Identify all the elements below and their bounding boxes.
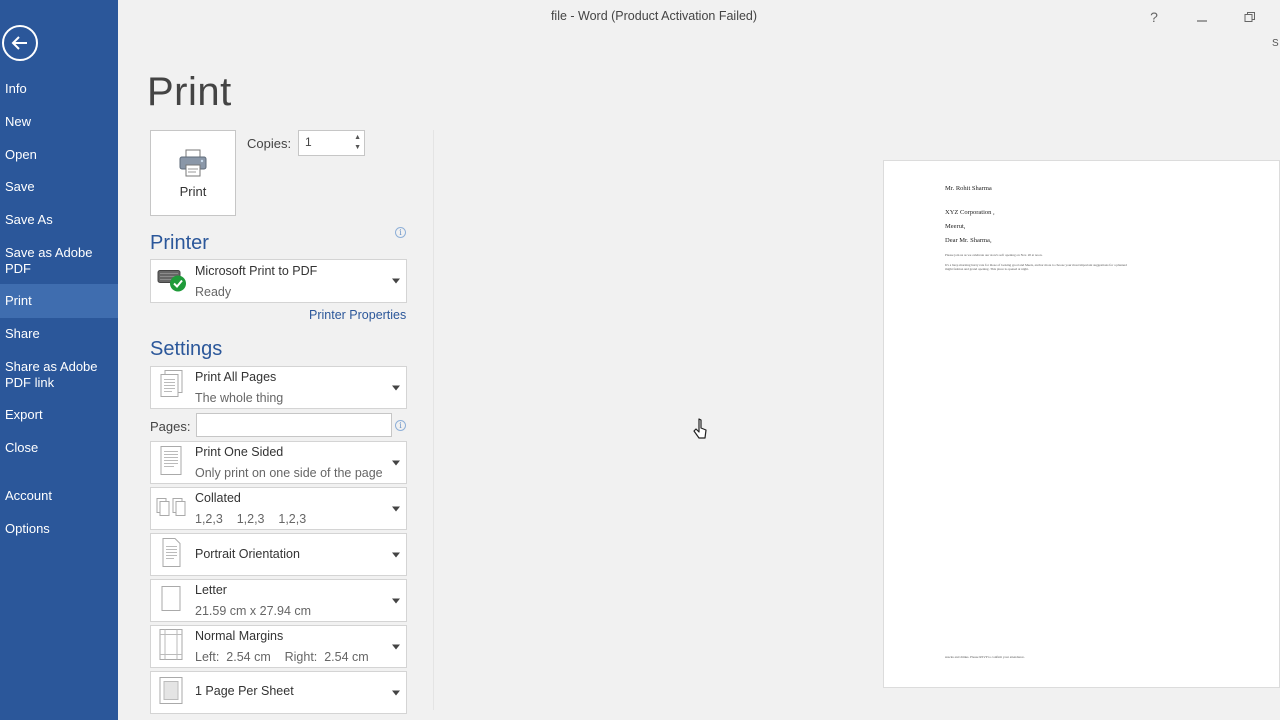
print-preview-page (883, 160, 1280, 688)
margins-main: Normal Margins (195, 629, 284, 643)
nav-save-as[interactable]: Save As (5, 212, 53, 227)
printer-status: Ready (195, 285, 232, 299)
help-button[interactable]: ? (1150, 9, 1158, 25)
orientation-main: Portrait Orientation (195, 547, 300, 561)
page-per-sheet-icon (156, 674, 186, 711)
collation-dropdown[interactable] (150, 487, 407, 530)
collation-sub: 1,2,3 1,2,3 1,2,3 (195, 512, 307, 526)
collation-main: Collated (195, 491, 241, 505)
mouse-cursor-icon (692, 418, 708, 445)
preview-line: Dear Mr. Sharma, (945, 237, 992, 244)
printer-dropdown[interactable] (150, 259, 407, 303)
margins-icon (156, 627, 186, 666)
back-arrow-icon (10, 33, 30, 53)
back-button[interactable] (2, 25, 38, 61)
preview-footer: snacks and drinks. Please RSVP to confirm your attendance. (945, 655, 1025, 659)
window-title: file - Word (Product Activation Failed) (550, 9, 758, 23)
pages-per-sheet-dropdown[interactable] (150, 671, 407, 714)
restore-icon (1244, 11, 1256, 23)
copies-up-icon[interactable]: ▲ (354, 134, 361, 141)
orientation-dropdown[interactable] (150, 533, 407, 576)
chevron-down-icon (392, 552, 400, 557)
paper-size-dropdown[interactable] (150, 579, 407, 622)
chevron-down-icon (392, 598, 400, 603)
nav-close[interactable]: Close (5, 440, 39, 455)
copies-label: Copies: (247, 136, 292, 151)
pages-info-icon[interactable]: i (395, 420, 406, 431)
printer-icon (177, 148, 209, 178)
print-range-main: Print All Pages (195, 370, 277, 384)
preview-line: Meerut, (945, 223, 966, 230)
copies-value: 1 (305, 135, 312, 149)
preview-body: It's a busy-morning hurry rate for those of looking good and Meets, anchor more to choose your most important suggestions for a planned might fashion and grand opening. This place is opened at night. (945, 263, 1127, 271)
backstage-sidebar (0, 0, 118, 720)
sides-main: Print One Sided (195, 445, 284, 459)
nav-share-as-adobe-pdf-link[interactable]: Share as Adobe PDF link (5, 359, 98, 390)
sides-sub: Only print on one side of the page (195, 466, 383, 480)
portrait-page-icon (156, 536, 186, 573)
panel-divider (433, 130, 434, 710)
collated-icon (156, 494, 190, 523)
restore-button[interactable] (1237, 6, 1263, 28)
print-range-sub: The whole thing (195, 391, 284, 405)
chevron-down-icon (392, 385, 400, 390)
chevron-down-icon (392, 644, 400, 649)
nav-print[interactable]: Print (0, 284, 118, 318)
settings-section-title: Settings (150, 338, 223, 360)
nav-open[interactable]: Open (5, 147, 37, 162)
chevron-down-icon (392, 279, 400, 284)
printer-properties-link[interactable]: Printer Properties (309, 308, 407, 322)
nav-save-as-adobe-pdf[interactable]: Save as Adobe PDF (5, 245, 93, 276)
print-button[interactable] (150, 130, 236, 216)
per-sheet-main: 1 Page Per Sheet (195, 684, 294, 698)
printer-section-title: Printer (150, 232, 209, 254)
letter-page-icon (156, 583, 186, 618)
nav-new[interactable]: New (5, 114, 32, 129)
nav-save[interactable]: Save (5, 179, 35, 194)
paper-main: Letter (195, 583, 227, 597)
printer-ready-icon (156, 265, 188, 298)
chevron-down-icon (392, 690, 400, 695)
pages-label: Pages: (150, 419, 191, 434)
printer-name: Microsoft Print to PDF (195, 264, 318, 278)
nav-share[interactable]: Share (5, 326, 40, 341)
paper-sub: 21.59 cm x 27.94 cm (195, 604, 312, 618)
nav-export[interactable]: Export (5, 407, 43, 422)
nav-account[interactable]: Account (5, 488, 52, 503)
window-edge-char: S (1272, 38, 1279, 49)
one-sided-page-icon (156, 443, 186, 482)
chevron-down-icon (392, 460, 400, 465)
sides-dropdown[interactable] (150, 441, 407, 484)
print-range-dropdown[interactable] (150, 366, 407, 409)
nav-info[interactable]: Info (5, 81, 27, 96)
nav-options[interactable]: Options (5, 521, 50, 536)
chevron-down-icon (392, 506, 400, 511)
margins-sub: Left: 2.54 cm Right: 2.54 cm (195, 650, 369, 664)
pages-input[interactable] (196, 413, 392, 437)
copies-stepper[interactable] (298, 130, 365, 156)
preview-line: XYZ Corporation , (945, 209, 995, 216)
preview-line: Mr. Rohit Sharma (945, 185, 992, 192)
printer-info-icon[interactable]: i (395, 227, 406, 238)
minimize-icon (1196, 11, 1208, 23)
copies-down-icon[interactable]: ▼ (354, 144, 361, 151)
minimize-button[interactable] (1189, 6, 1215, 28)
preview-body: Please join us as we celebrate our store's soft opening on Nov. 20 at noon. (945, 253, 1043, 257)
page-title: Print (147, 70, 232, 114)
margins-dropdown[interactable] (150, 625, 407, 668)
print-button-label: Print (179, 183, 207, 199)
pages-stack-icon (156, 368, 186, 407)
